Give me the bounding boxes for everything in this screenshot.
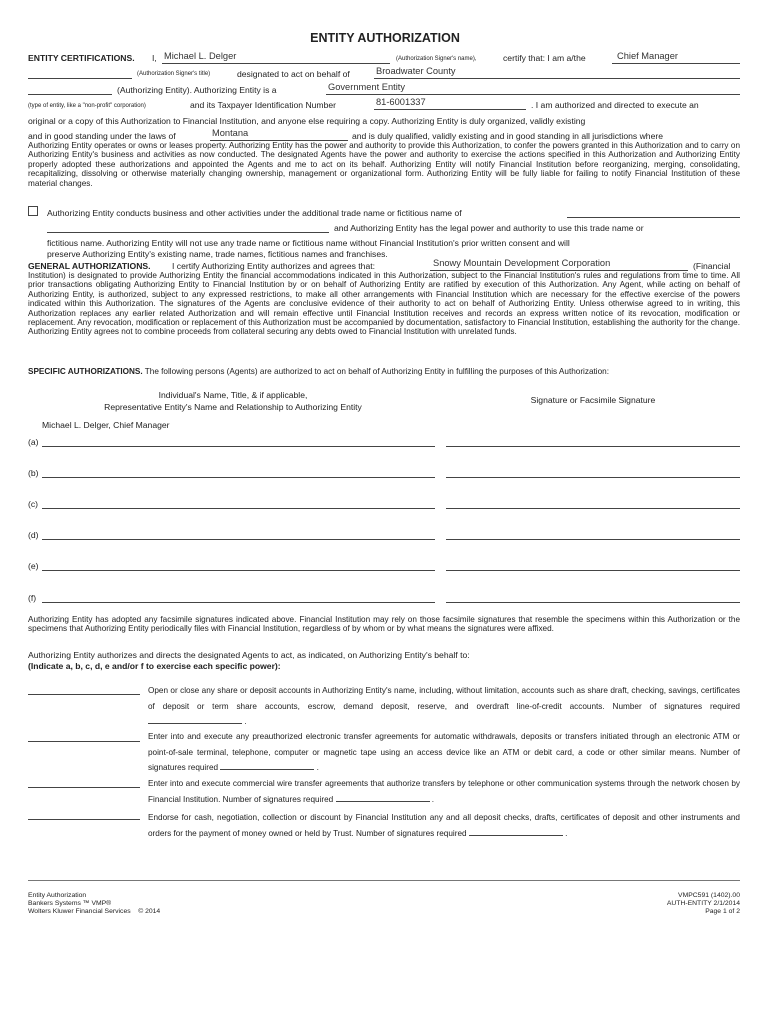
footer-form-date: AUTH-ENTITY 2/1/2014 <box>666 900 740 907</box>
power-1-signatures-field[interactable] <box>148 715 242 724</box>
power-2-label: Enter into and execute any preauthorized electronic transfer agreements for automatic withdrawals, deposits or transfers initiated through an electronic ATM or point-of-sale terminal, telephone, computer or magnetic tape using an access device like an ATM or debit card, a code or other similar means. Number of signatures required <box>148 732 740 772</box>
signer-title-caption: (Authorization Signer's title) <box>137 71 211 77</box>
col2-header: Signature or Facsimile Signature <box>530 395 656 405</box>
document-title: ENTITY AUTHORIZATION <box>310 31 460 45</box>
col1-header-line2: Representative Entity's Name and Relationship to Authorizing Entity <box>104 402 362 412</box>
power-1-label: Open or close any share or deposit accounts in Authorizing Entity's name, including, without limitation, accounts such as share draft, checking, savings, certificates of deposit or term share accounts, escrow, demand deposit, reserve, and overdraft line-of-credit accounts. Number of signatures required <box>148 686 740 711</box>
agent-name-field-f[interactable] <box>42 602 435 603</box>
footer-form-name: Entity Authorization <box>28 892 87 899</box>
cert-laws-text: and in good standing under the laws of <box>28 131 176 141</box>
general-intro-text: I certify Authorizing Entity authorizes and agrees that: <box>172 261 376 271</box>
facsimile-paragraph: Authorizing Entity has adopted any facsimile signatures indicated above. Financial Institution may rely on those facsimile signatures that resemble the specimens within this Authorization or the specimens that Authorizing Entity periodically files with Financial Institution, regardless of by whom or by what means the signatures were affixed. <box>28 615 740 634</box>
agent-name-field-c[interactable] <box>42 508 435 509</box>
trade-line-2: and Authorizing Entity has the legal power and authority to use this trade name or <box>334 223 644 233</box>
agent-name-field-a[interactable] <box>42 446 435 447</box>
agent-name-field-b[interactable] <box>42 477 435 478</box>
state-value: Montana <box>212 128 249 138</box>
designated-text: designated to act on behalf of <box>237 69 350 79</box>
power-3-signatures-field[interactable] <box>336 793 430 802</box>
cert-i-text: I, <box>152 53 157 63</box>
entity-name-field[interactable] <box>374 78 740 79</box>
tin-value: 81-6001337 <box>376 97 426 107</box>
agent-name-field-e[interactable] <box>42 570 435 571</box>
directs-line-1: Authorizing Entity authorizes and directs the designated Agents to act, as indicated, on Authorizing Entity's behalf to: <box>28 650 470 660</box>
entity-type-caption: (type of entity, like a "non-profit" corporation) <box>28 103 146 109</box>
general-paragraph: Institution) is designated to provide Authorizing Entity the financial accommodations indicated in this Authorization, subject to the Financial Institution's rules and regulations from time to time. All prior transactions obligating Authorizing Entity to Financial Institution by or on behalf of Authorizing Entity are ratified by execution of this Authorization. Any Agent, while acting on behalf of Authorizing Entity, is authorized, subject to any expressed restrictions, to make all other arrangements with Financial Institution which are necessary for the effective exercise of the powers indicated within this Authorization. The signatures of the Agents are conclusive evidence of their authority to act on behalf of Authorizing Entity. Unless otherwise agreed to in writing, this Authorization replaces any earlier related Authorization and will remain effective until Financial Institution receives and records an express written notice of its revocation, modification or replacement. Any revocation, modification or replacement of this Authorization must be accompanied by documentation, satisfactory to Financial Institution, establishing the authority for the change. Authorizing Entity agrees not to combine proceeds from collateral securing any debts owed to Financial Institution with unrelated funds. <box>28 271 740 337</box>
agent-signature-field-b[interactable] <box>446 477 740 478</box>
power-4-signatures-field[interactable] <box>469 827 563 836</box>
footer-copyright: © 2014 <box>138 908 161 915</box>
trade-line-4: preserve Authorizing Entity's existing name, trade names, fictitious names and franchises. <box>47 249 388 259</box>
agent-name-field-d[interactable] <box>42 539 435 540</box>
signer-title-cont-field[interactable] <box>28 78 132 79</box>
cert-line-original: original or a copy of this Authorization to Financial Institution, and anyone else requiring a copy. Authorizing Entity is duly organized, validly existing <box>28 116 586 126</box>
power-2-signatures-field[interactable] <box>220 761 314 770</box>
specific-paragraph <box>28 367 740 376</box>
agent-signature-field-e[interactable] <box>446 570 740 571</box>
entity-type-value: Government Entity <box>328 82 405 92</box>
agent-signature-field-c[interactable] <box>446 508 740 509</box>
power-3-text: Enter into and execute commercial wire transfer agreements that authorize transfers by telephone or other communication systems through the network chosen by Financial Institution. Number of signatures required . <box>148 779 740 804</box>
entity-type-field[interactable] <box>326 94 740 95</box>
power-3-label: Enter into and execute commercial wire transfer agreements that authorize transfers by telephone or other communication systems through the network chosen by Financial Institution. Number of signatures required <box>148 779 740 804</box>
cert-qualified-text: and is duly qualified, validly existing and in good standing in all jurisdictions where <box>352 131 663 141</box>
cert-paragraph: Authorizing Entity operates or owns or leases property. Authorizing Entity has the power and authority to provide this Authorization, to confer the powers granted in this Authorization and to carry on Authorizing Entity's business and activities as now conducted. The designated Agents have the power and authority to exercise the actions specified in this Authorization and Authorizing Entity properly adopted these authorizations and appointed the Agents and me to act on its behalf. Authorizing Entity will notify Financial Institution before reorganizing, merging, consolidating, recapitalizing, dissolving or otherwise materially changing ownership, management or organizational form. Authorizing Entity will be fully liable for failing to notify Financial Institution of these material changes. <box>28 141 740 188</box>
agent-name-value: Michael L. Delger, Chief Manager <box>42 420 170 430</box>
power-2-text: Enter into and execute any preauthorized electronic transfer agreements for automatic withdrawals, deposits or transfers initiated through an electronic ATM or point-of-sale terminal, telephone, computer or magnetic tape using an access device like an ATM or debit card, a code or other similar means. Number of signatures required . <box>148 732 740 772</box>
authorized-text: . I am authorized and directed to execute an <box>531 100 699 110</box>
tin-field[interactable] <box>374 109 526 110</box>
entity-name-value: Broadwater County <box>376 66 456 76</box>
footer-right <box>667 892 740 916</box>
power-4-agents-field[interactable] <box>28 819 140 820</box>
directs-line-2: (Indicate a, b, c, d, e and/or f to exercise each specific power): <box>28 661 281 671</box>
agent-label-c: (c) <box>28 499 39 509</box>
power-4-label: Endorse for cash, negotiation, collection or discount by Financial Institution any and all deposit checks, drafts, certificates of deposit and other instruments and orders for the payment of money owned or held by Trust. Number of signatures required <box>148 813 740 838</box>
footer-vendor: Bankers Systems ™ VMP® <box>28 900 112 907</box>
trade-name-checkbox[interactable] <box>28 206 38 216</box>
trade-name-field[interactable] <box>567 217 740 218</box>
power-1-text: Open or close any share or deposit accounts in Authorizing Entity's name, including, without limitation, accounts such as share draft, checking, savings, certificates of deposit or term share accounts, escrow, demand deposit, reserve, and overdraft line-of-credit accounts. Number of signatures required . <box>148 686 740 726</box>
authorizing-entity-text: (Authorizing Entity). Authorizing Entity is a <box>117 85 277 95</box>
footer-publisher: Wolters Kluwer Financial Services © 2014 <box>28 908 161 915</box>
financial-suffix: (Financial <box>693 261 731 271</box>
power-2-agents-field[interactable] <box>28 741 140 742</box>
footer-form-code: VMPC591 (1402).00 <box>678 892 740 899</box>
signer-title-field[interactable] <box>612 63 740 64</box>
agent-label-a: (a) <box>28 437 39 447</box>
trade-line-3: fictitious name. Authorizing Entity will not use any trade name or fictitious name without Financial Institution's prior written consent and will <box>47 238 570 248</box>
agent-signature-field-a[interactable] <box>446 446 740 447</box>
agent-label-b: (b) <box>28 468 39 478</box>
tin-text: and its Taxpayer Identification Number <box>190 100 337 110</box>
signer-name-value: Michael L. Delger <box>164 51 237 61</box>
specific-text: The following persons (Agents) are authorized to act on behalf of Authorizing Entity in fulfilling the purposes of this Authorization: <box>144 367 609 376</box>
agent-label-d: (d) <box>28 530 39 540</box>
footer-page-number: Page 1 of 2 <box>705 908 740 915</box>
signer-name-caption: (Authorization Signer's name), <box>396 56 477 62</box>
power-3-agents-field[interactable] <box>28 787 140 788</box>
trade-line-1: Authorizing Entity conducts business and other activities under the additional trade name or fictitious name of <box>47 208 462 218</box>
agent-signature-field-f[interactable] <box>446 602 740 603</box>
power-4-text: Endorse for cash, negotiation, collection or discount by Financial Institution any and all deposit checks, drafts, certificates of deposit and other instruments and orders for the payment of money owned or held by Trust. Number of signatures required . <box>148 813 740 838</box>
col1-header-line1: Individual's Name, Title, & if applicable, <box>158 390 308 400</box>
signer-name-field[interactable] <box>162 63 390 64</box>
footer-left <box>28 892 160 916</box>
entity-certifications-label: ENTITY CERTIFICATIONS. <box>28 53 135 63</box>
agent-signature-field-d[interactable] <box>446 539 740 540</box>
footer-divider <box>28 880 740 881</box>
agent-label-f: (f) <box>28 593 37 603</box>
agent-label-e: (e) <box>28 561 39 571</box>
entity-cont-field[interactable] <box>28 94 112 95</box>
trade-name-cont-field[interactable] <box>47 232 329 233</box>
general-authorizations-label: GENERAL AUTHORIZATIONS. <box>28 261 151 271</box>
specific-authorizations-label: SPECIFIC AUTHORIZATIONS. <box>28 367 143 376</box>
power-1-agents-field[interactable] <box>28 694 140 695</box>
certify-text: certify that: I am a/the <box>503 53 586 63</box>
signer-title-value: Chief Manager <box>617 51 678 61</box>
financial-institution-value: Snowy Mountain Development Corporation <box>433 258 611 268</box>
